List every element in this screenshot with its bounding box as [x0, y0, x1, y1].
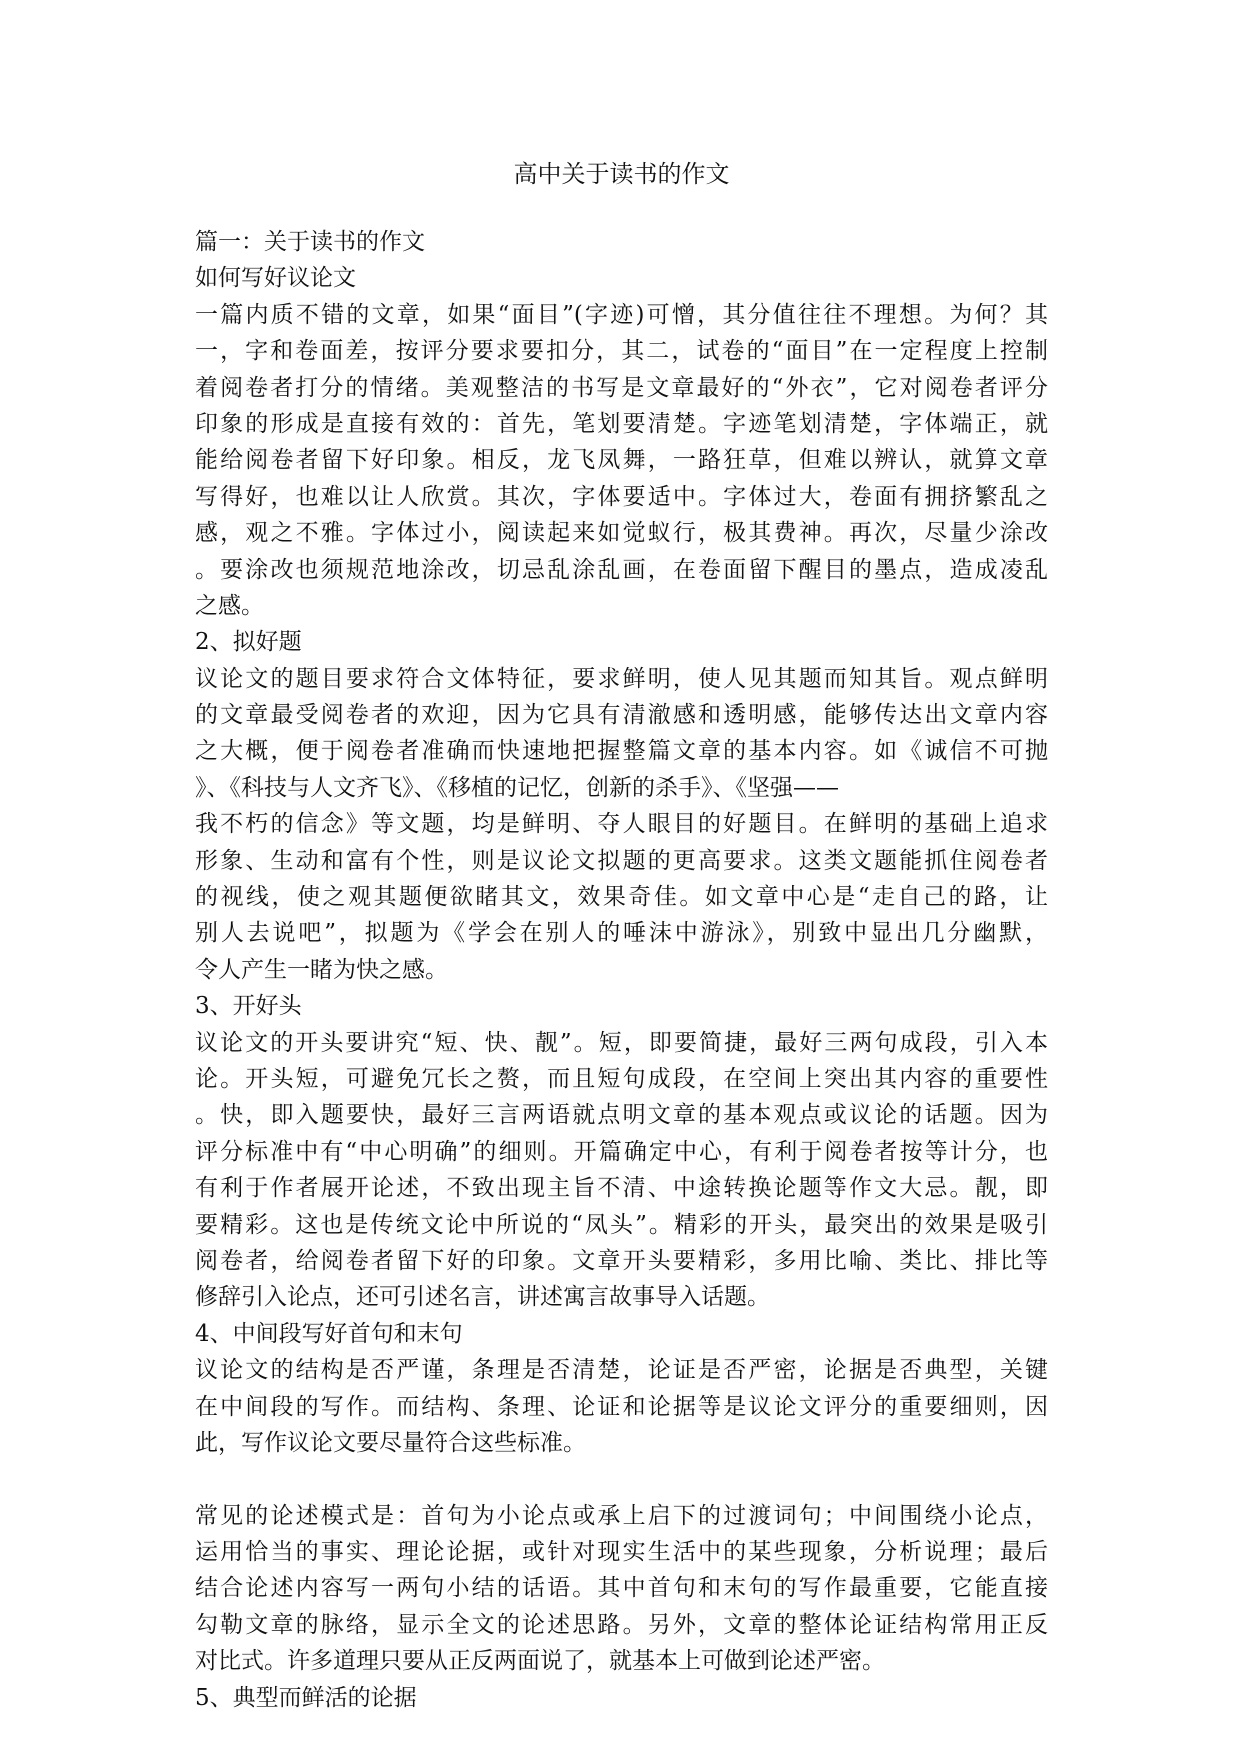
text-line: 4、中间段写好首句和末句 — [195, 1320, 463, 1347]
blank-line — [195, 1461, 1048, 1497]
text-line: 令人产生一睹为快之感。 — [195, 956, 448, 983]
document-body — [195, 224, 1048, 1716]
text-line: 5、典型而鲜活的论据 — [195, 1684, 417, 1711]
text-line: 的视线，使之观其题便欲睹其文，效果奇佳。如文章中心是“走自己的路，让 — [195, 884, 1048, 911]
text-line: 议论文的题目要求符合文体特征，要求鲜明，使人见其题而知其旨。观点鲜明 — [195, 665, 1048, 692]
text-line: 形象、生动和富有个性，则是议论文拟题的更高要求。这类文题能抓住阅卷者 — [195, 847, 1048, 874]
text-line: 议论文的开头要讲究“短、快、靓”。短，即要简捷，最好三两句成段，引入本 — [195, 1029, 1048, 1056]
text-line: 的文章最受阅卷者的欢迎，因为它具有清澈感和透明感，能够传达出文章内容 — [195, 702, 1048, 729]
text-line: 如何写好议论文 — [195, 265, 356, 292]
text-line: 此，写作议论文要尽量符合这些标准。 — [195, 1429, 586, 1456]
text-line: 运用恰当的事实、理论论据，或针对现实生活中的某些现象，分析说理；最后 — [195, 1539, 1048, 1566]
text-line: 之大概，便于阅卷者准确而快速地把握整篇文章的基本内容。如《诚信不可抛 — [195, 738, 1048, 765]
text-line: 议论文的结构是否严谨，条理是否清楚，论证是否严密，论据是否典型，关键 — [195, 1357, 1048, 1384]
text-line: 一篇内质不错的文章，如果“面目”(字迹)可憎，其分值往往不理想。为何？其 — [195, 301, 1048, 328]
text-line: 别人去说吧”，拟题为《学会在别人的唾沫中游泳》，别致中显出几分幽默， — [195, 920, 1048, 947]
text-line: 写得好，也难以让人欣赏。其次，字体要适中。字体过大，卷面有拥挤繁乱之 — [195, 483, 1048, 510]
text-line: 一，字和卷面差，按评分要求要扣分，其二，试卷的“面目”在一定程度上控制 — [195, 338, 1048, 365]
text-line: 》、《科技与人文齐飞》、《移植的记忆，创新的杀手》、《坚强—— — [195, 774, 839, 801]
text-line: 印象的形成是直接有效的：首先，笔划要清楚。字迹笔划清楚，字体端正，就 — [195, 410, 1048, 437]
text-line: 。快，即入题要快，最好三言两语就点明文章的基本观点或议论的话题。因为 — [195, 1102, 1048, 1129]
text-line: 感，观之不雅。字体过小，阅读起来如觉蚁行，极其费神。再次，尽量少涂改 — [195, 520, 1048, 547]
text-line: 我不朽的信念》等文题，均是鲜明、夺人眼目的好题目。在鲜明的基础上追求 — [195, 811, 1048, 838]
text-line: 论。开头短，可避免冗长之赘，而且短句成段，在空间上突出其内容的重要性 — [195, 1065, 1048, 1092]
text-line: 对比式。许多道理只要从正反两面说了，就基本上可做到论述严密。 — [195, 1648, 885, 1675]
text-line: 结合论述内容写一两句小结的话语。其中首句和末句的写作最重要，它能直接 — [195, 1575, 1048, 1602]
text-line: 篇一：关于读书的作文 — [195, 229, 425, 255]
text-line: 。要涂改也须规范地涂改，切忌乱涂乱画，在卷面留下醒目的墨点，造成凌乱 — [195, 556, 1048, 583]
text-line: 评分标准中有“中心明确”的细则。开篇确定中心，有利于阅卷者按等计分，也 — [195, 1138, 1048, 1165]
text-line: 要精彩。这也是传统文论中所说的“凤头”。精彩的开头，最突出的效果是吸引 — [195, 1211, 1048, 1238]
text-line: 修辞引入论点，还可引述名言，讲述寓言故事导入话题。 — [195, 1284, 770, 1311]
text-line: 常见的论述模式是：首句为小论点或承上启下的过渡词句；中间围绕小论点， — [195, 1502, 1048, 1529]
text-line: 有利于作者展开论述，不致出现主旨不清、中途转换论题等作文大忌。靓，即 — [195, 1175, 1048, 1202]
document-title: 高中关于读书的作文 — [513, 160, 730, 188]
text-line: 在中间段的写作。而结构、条理、论证和论据等是议论文评分的重要细则，因 — [195, 1393, 1048, 1420]
text-line: 3、开好头 — [195, 993, 302, 1020]
text-line: 阅卷者，给阅卷者留下好的印象。文章开头要精彩，多用比喻、类比、排比等 — [195, 1247, 1048, 1274]
text-line: 着阅卷者打分的情绪。美观整洁的书写是文章最好的“外衣”，它对阅卷者评分 — [195, 374, 1048, 401]
text-line: 之感。 — [195, 592, 264, 619]
text-line: 2、拟好题 — [195, 629, 302, 656]
text-line: 勾勒文章的脉络，显示全文的论述思路。另外，文章的整体论证结构常用正反 — [195, 1611, 1048, 1638]
text-line: 能给阅卷者留下好印象。相反，龙飞凤舞，一路狂草，但难以辨认，就算文章 — [195, 447, 1048, 474]
